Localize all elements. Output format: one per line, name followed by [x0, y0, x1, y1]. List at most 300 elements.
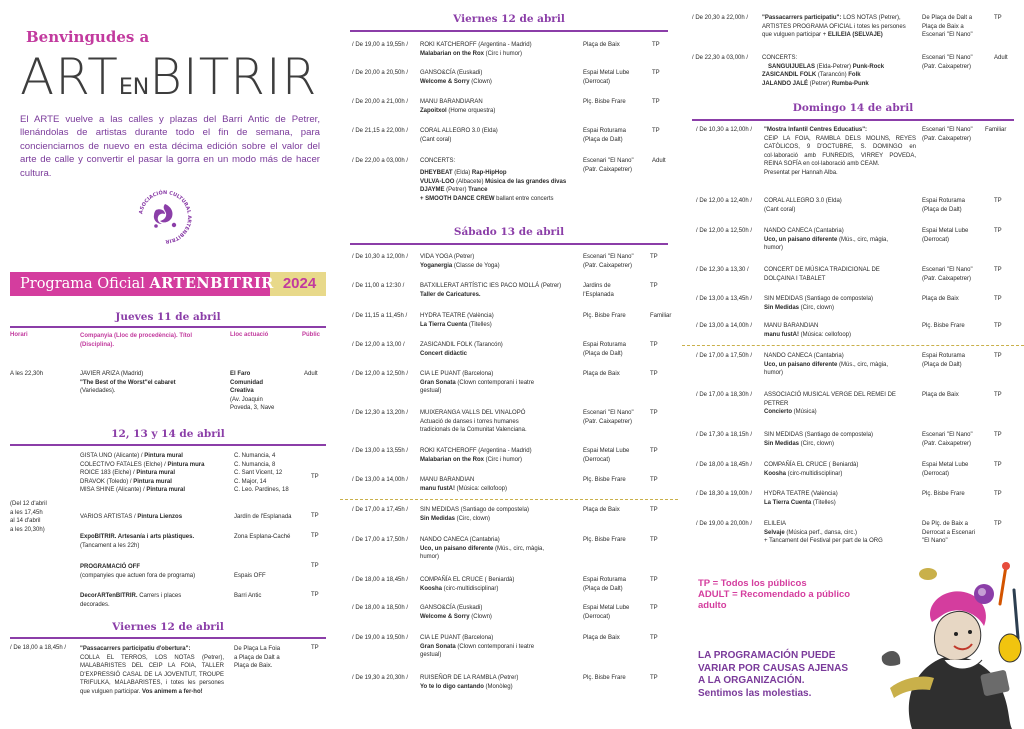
place-line: Plç. Bisbe Frare — [583, 313, 626, 319]
event-title-line — [420, 585, 590, 594]
event-discipline: (Mús., circ, màgia, — [493, 545, 545, 552]
place-line: (Derrocat) — [922, 470, 950, 477]
place-line: Plç. Bisbe Frare — [583, 99, 626, 105]
event-time: / De 18,00 a 18,50h / — [352, 605, 409, 611]
event-place — [922, 266, 973, 283]
event-place: De Plaça de Dalt a Plaça de Baix a Escenari "El Nano" — [922, 15, 973, 39]
event-public: TP — [994, 15, 1002, 21]
event-discipline: (Titelles) — [467, 321, 492, 328]
column-middle — [340, 0, 678, 729]
event-place — [583, 576, 626, 593]
event-company: GANSO&CÍA (Euskadi) — [420, 70, 483, 76]
event-public: TP — [650, 283, 658, 289]
place-line: Espai Metal Lube — [583, 448, 630, 454]
event-public: TP — [311, 645, 319, 651]
event-entry — [420, 447, 590, 464]
event-time: / De 17,00 a 17,45h / — [352, 507, 409, 513]
place-line: (Patr. Caixapetrer) — [583, 166, 633, 173]
event-place — [583, 634, 620, 643]
event-entry — [764, 431, 916, 448]
event-extra-text: gestual) — [420, 652, 442, 659]
event-public: TP — [994, 432, 1002, 438]
divider — [10, 444, 326, 446]
event-company: RUISEÑOR DE LA RAMBLA (Petrer) — [420, 675, 519, 681]
juggler-illustration-icon — [872, 556, 1024, 729]
event-title-line — [764, 529, 916, 538]
column-left — [0, 0, 336, 729]
event-entry — [764, 295, 916, 312]
event-public: TP — [311, 533, 319, 539]
event-place — [922, 431, 973, 448]
event-title: Koosha — [420, 585, 443, 592]
event-company: NANDO CANECA (Cantabria) — [420, 537, 500, 543]
event-discipline: (Circ, clown) — [455, 515, 491, 522]
event-entry — [420, 370, 590, 396]
event-decor: DecorARTenBITRIR. Carrers i places decorades. — [80, 593, 182, 608]
event-public: TP — [311, 474, 319, 480]
event-public: TP — [650, 448, 658, 454]
event-time: / De 19,00 a 19,55h / — [352, 42, 409, 48]
event-passacarrers: "Passacarrers participatiu d'obertura": COLLA EL TERROS, LOS NOTAS (Petrer), MALABARISTES DEL CEIP LA FOIA, TALLER D'EXPRESSIÓ CASAL DE LA JOVENTUT, TROUPE TRIFULKA, MALABARISTES, i totes les persones que vulguen participar. Vos animem a fer-ho! — [80, 646, 224, 695]
event-title-line — [420, 683, 590, 692]
event-time: / De 13,00 a 14,00h / — [352, 477, 409, 483]
event-title: Concierto — [764, 409, 793, 416]
event-title-line — [764, 361, 916, 370]
event-discipline: (Variedades). — [80, 388, 116, 395]
column-right — [682, 0, 1024, 729]
event-concerts: CONCERTS: SANGUIJUELAS (Elda-Petrer) Punk-Rock ZASICANDIL FOLK (Tarancón) Folk JALANDO JALÉ (Petrer) Rumba-Punk — [762, 55, 885, 87]
place-line: (Derrocat) — [583, 613, 611, 620]
event-public: TP — [652, 42, 660, 48]
event-extra — [764, 408, 916, 417]
event-entry — [420, 476, 590, 493]
event-time: / De 18,00 a 18,45h / — [696, 462, 753, 468]
event-entry — [420, 282, 590, 299]
col-head-companyia: Companyia (Lloc de procedència). Títol (Disciplina). — [80, 333, 193, 348]
event-company: CIA LE PUANT (Barcelona) — [420, 371, 494, 377]
event-time: / De 10,30 a 12,00h / — [352, 254, 409, 260]
event-company: CORAL ALLEGRO 3.0 (Elda) — [764, 198, 842, 204]
event-title-line — [764, 275, 916, 284]
place-line: (Plaça de Dalt) — [922, 361, 962, 368]
event-entry — [764, 461, 916, 478]
event-time-range: (Del 12 d'abril a les 17,45h al 14 d'abril a les 20,30h) — [10, 501, 47, 533]
event-public: TP — [652, 99, 660, 105]
event-time: / De 20,00 a 21,00h / — [352, 99, 409, 105]
event-entry — [764, 197, 916, 214]
event-title: Sin Medidas — [764, 440, 800, 447]
event-title-line — [420, 643, 590, 652]
festival-logo — [20, 46, 317, 109]
place-line: Plç. Bisbe Frare — [583, 477, 626, 483]
event-title-line — [420, 136, 590, 145]
event-public: TP — [994, 323, 1002, 329]
event-public: Familiar — [650, 313, 672, 319]
event-public: TP — [650, 254, 658, 260]
event-title: Sin Medidas — [764, 304, 800, 311]
event-time: / De 13,00 a 13,55h / — [352, 448, 409, 454]
divider — [10, 637, 326, 639]
event-title: Sin Medidas — [420, 515, 456, 522]
event-public: TP — [994, 353, 1002, 359]
event-company: SIN MEDIDAS (Santiago de compostela) — [420, 507, 530, 513]
event-time: / De 11,00 a 12:30 / — [352, 283, 405, 289]
event-time: / De 12,00 a 12,50h / — [696, 228, 753, 234]
place-line: Plç. Bisbe Frare — [583, 537, 626, 543]
event-discipline: Actuació de danses i torres humanes — [420, 418, 519, 425]
event-extra-text: tradicionals de la Comunitat Valenciana. — [420, 427, 527, 434]
event-place — [922, 352, 965, 369]
event-entry — [420, 604, 590, 621]
event-title: Selvaje — [764, 529, 785, 536]
event-time: / De 19,30 a 20,30h / — [352, 675, 409, 681]
event-time: / De 22,00 a 03,00h / — [352, 158, 409, 164]
event-public: TP — [994, 296, 1002, 302]
event-public: TP — [994, 491, 1002, 497]
place-line: Espai Roturama — [922, 353, 966, 359]
event-title: Malabarian on the Rox — [420, 50, 485, 57]
event-place — [583, 674, 626, 683]
event-place: Escenari "El Nano" (Patr. Caixapetrer) — [922, 127, 973, 142]
event-title: Zapoitxol — [420, 107, 447, 114]
event-title-line — [420, 545, 590, 554]
event-entry — [420, 341, 590, 358]
event-title: Uco, un paisano diferente — [764, 236, 838, 243]
place-line: Escenari "El Nano" — [583, 254, 634, 260]
event-discipline: DOLÇAINA I TABALET — [764, 275, 826, 282]
event-place: Espais OFF — [234, 573, 266, 579]
place-line: Plaça de Baix — [583, 42, 620, 48]
event-off: PROGRAMACIÓ OFF (companyies que actuen fora de programa) — [80, 564, 196, 579]
event-entry — [420, 312, 590, 329]
place-line: Plç. Bisbe Frare — [583, 675, 626, 681]
event-company: NANDO CANECA (Cantabria) — [764, 228, 844, 234]
event-place — [583, 447, 629, 464]
event-title: La Tierra Cuenta — [420, 321, 468, 328]
event-time: / De 12,30 a 13,20h / — [352, 410, 409, 416]
event-place — [583, 341, 626, 358]
col-head-horari: Horari — [10, 332, 28, 338]
event-time: / De 17,00 a 18,30h / — [696, 392, 753, 398]
event-extra-text: humor) — [764, 245, 784, 252]
event-passacarrers-participatiu: "Passacarrers participatiu": LOS NOTAS (Petrer), ARTISTES PROGRAMA OFICIAL i totes les persones que vulguen participar + ELILEIA (SELVAJE) — [762, 15, 906, 39]
event-place — [922, 295, 959, 304]
event-place — [922, 227, 968, 244]
event-extra — [764, 369, 916, 378]
event-title: Gran Sonata — [420, 379, 456, 386]
event-time: / De 12,00 a 12,40h / — [696, 198, 753, 204]
banner-label: Programa Oficial — [20, 276, 150, 292]
event-title-line — [420, 379, 590, 388]
event-extra — [420, 387, 590, 396]
place-line: Espai Metal Lube — [922, 228, 969, 234]
event-title: Koosha — [764, 470, 787, 477]
divider — [692, 119, 1014, 121]
event-public: TP — [650, 371, 658, 377]
event-company: HYDRA TEATRE (València) — [764, 491, 838, 497]
event-place — [922, 490, 965, 499]
event-place — [583, 127, 626, 144]
event-company: COMPAÑÍA EL CRUCE ( Beniardà) — [764, 462, 859, 468]
schedule-change-notice: LA PROGRAMACIÓN PUEDE VARIAR POR CAUSAS AJENAS A LA ORGANIZACIÓN. Sentimos las molestias. — [698, 650, 849, 699]
divider — [350, 243, 668, 245]
place-line: Plaça de Baix — [922, 392, 959, 398]
event-title-line — [420, 350, 590, 359]
event-title-line — [420, 78, 590, 87]
event-company: MANU BARANDIAN — [420, 477, 475, 483]
event-place — [583, 253, 634, 270]
event-entry — [420, 127, 590, 144]
event-place: El Faro Comunidad Creativa (Av. Joaquin Poveda, 3, Nave — [230, 371, 275, 412]
event-place: Escenari "El Nano" (Patr. Caixapetrer) — [922, 55, 973, 70]
event-company: HYDRA TEATRE (València) — [420, 313, 494, 319]
event-place — [922, 391, 959, 400]
event-public: TP — [650, 410, 658, 416]
event-company: CONCERT DE MÚSICA TRADICIONAL DE — [764, 267, 880, 273]
event-public: TP — [650, 477, 658, 483]
event-public: TP — [311, 592, 319, 598]
event-entry — [420, 634, 590, 660]
col-head-lloc: Lloc actuació — [230, 332, 269, 338]
event-time: A les 22,30h — [10, 371, 44, 377]
event-discipline: (circ-multidisciplinar) — [786, 470, 843, 477]
event-time: / De 12,00 a 13,00 / — [352, 342, 405, 348]
event-public: TP — [650, 577, 658, 583]
morning-afternoon-divider — [682, 345, 1024, 346]
event-public: TP — [650, 605, 658, 611]
event-time: / De 19,00 a 19,50h / — [352, 635, 409, 641]
event-company: NANDO CANECA (Cantabria) — [764, 353, 844, 359]
event-title-line — [420, 291, 590, 300]
welcome-heading: Benvingudes a — [26, 28, 150, 46]
event-company: SIN MEDIDAS (Santiago de compostela) — [764, 432, 874, 438]
event-title-line — [420, 50, 590, 59]
event-time: / De 22,30 a 03,00h / — [692, 55, 749, 61]
place-line: (Patr. Caixapetrer) — [583, 418, 633, 425]
event-discipline: PETRER — [764, 400, 789, 407]
svg-text:ASOCIACIÓN CULTURAL ARTENBITRI: ASOCIACIÓN CULTURAL ARTENBITRIR — [138, 189, 193, 245]
event-discipline: (Classe de Yoga) — [452, 262, 500, 269]
place-line: (Derrocat) — [922, 236, 950, 243]
event-title: Uco, un paisano diferente — [764, 361, 838, 368]
event-time: / De 13,00 a 14,00h / — [696, 323, 753, 329]
event-time: / De 17,00 a 17,50h / — [352, 537, 409, 543]
event-discipline: (Clown) — [469, 78, 492, 85]
place-line: Plç. Bisbe Frare — [922, 323, 965, 329]
event-extra — [420, 553, 590, 562]
event-discipline: (Mús., circ, màgia, — [837, 236, 889, 243]
event-discipline: (Música: cellofoop) — [799, 331, 852, 338]
event-place — [583, 370, 620, 379]
event-company: VIDA YOGA (Petrer) — [420, 254, 475, 260]
event-company: CORAL ALLEGRO 3.0 (Elda) — [420, 128, 498, 134]
place-line: (Patr. Caixapetrer) — [922, 275, 972, 282]
logo-part-en: EN — [118, 75, 150, 100]
divider — [10, 326, 326, 328]
event-murals: GISTA UNO (Alicante) / Pintura mural COLECTIVO FATALES (Elche) / Pintura mura ROICE 183 (Elche) / Pintura mural DRAVOK (Toledo) / Pintura mural MISA SHINE (Alicante) / Pintura mural — [80, 453, 205, 494]
event-place — [583, 536, 626, 545]
event-public: TP — [650, 635, 658, 641]
event-company: GANSO&CÍA (Euskadi) — [420, 605, 483, 611]
event-place — [583, 604, 629, 621]
event-public: TP — [994, 198, 1002, 204]
event-company: COMPAÑÍA EL CRUCE ( Beniardà) — [420, 577, 515, 583]
event-place — [583, 41, 620, 50]
event-title-line — [420, 613, 590, 622]
event-public: TP — [311, 513, 319, 519]
program-banner — [10, 272, 326, 296]
divider — [350, 30, 668, 32]
event-public: TP — [650, 507, 658, 513]
event-public: TP — [650, 537, 658, 543]
banner-brand: ARTENBITRIR — [149, 275, 274, 292]
event-discipline: (Circ i humor) — [484, 50, 523, 57]
event-title: Welcome & Sorry — [420, 78, 470, 85]
event-public: TP — [652, 128, 660, 134]
event-entry — [420, 674, 590, 691]
event-entry — [764, 391, 916, 417]
event-extra — [764, 244, 916, 253]
event-time: / De 20,30 a 22,00h / — [692, 15, 749, 21]
event-extra — [420, 651, 590, 660]
event-company: ZASICANDIL FOLK (Tarancón) — [420, 342, 503, 348]
event-title-line — [764, 206, 916, 215]
event-entry — [420, 536, 590, 562]
event-entry — [420, 157, 590, 166]
event-place — [922, 461, 968, 478]
event-title: Yo te lo digo cantando — [420, 683, 484, 690]
event-time: / De 18,00 a 18,45h / — [10, 645, 67, 651]
place-line: (Plaça de Dalt) — [583, 136, 623, 143]
logo-part-art: ART — [20, 48, 119, 106]
place-line: Escenari "El Nano" — [922, 267, 973, 273]
place-line: Espai Roturama — [583, 128, 627, 134]
event-place — [583, 476, 626, 485]
event-place — [922, 197, 965, 214]
event-title-line — [420, 418, 590, 427]
event-entry — [420, 253, 590, 270]
event-title: Concert didàctic — [420, 350, 468, 357]
event-discipline: (Titelles) — [811, 499, 836, 506]
event-discipline: (Mús., circ, màgia, — [837, 361, 889, 368]
event-time: / De 12,00 a 12,50h / — [352, 371, 409, 377]
morning-afternoon-divider — [340, 499, 678, 500]
event-title-line — [420, 485, 590, 494]
event-extra — [420, 426, 590, 435]
event-public: TP — [652, 70, 660, 76]
event-place — [922, 520, 975, 546]
event-public: TP — [994, 521, 1002, 527]
event-title-line — [764, 400, 916, 409]
event-place — [583, 312, 626, 321]
event-place: De Plaça La Foia a Plaça de Dalt a Plaça de Baix. — [234, 646, 281, 670]
event-discipline: (Cant coral) — [764, 206, 796, 213]
event-place — [583, 506, 620, 515]
event-title-line — [764, 470, 916, 479]
place-line: Jardins de — [583, 283, 611, 289]
day-heading-viernes: Viernes 12 de abril — [112, 621, 224, 633]
event-entry — [420, 506, 590, 523]
event-entry — [420, 576, 590, 593]
event-place — [583, 98, 626, 107]
place-line: l'Esplanada — [583, 291, 614, 298]
event-place: Zona Esplana-Caché — [234, 534, 291, 540]
event-place — [583, 69, 629, 86]
event-title: manu fustA! — [764, 331, 799, 338]
place-line: (Plaça de Dalt) — [583, 350, 623, 357]
place-line: Espai Roturama — [583, 577, 627, 583]
place-line: Espai Roturama — [583, 342, 627, 348]
event-company: CONCERTS: — [420, 158, 456, 164]
event-time: / De 19,00 a 20,00h / — [696, 521, 753, 527]
place-line: Plaça de Baix — [922, 296, 959, 302]
event-public: TP — [994, 267, 1002, 273]
event-entry — [420, 69, 590, 86]
event-entry — [764, 322, 916, 339]
event-discipline: (Circ, clown) — [799, 304, 835, 311]
event-title: Taller de Caricatures. — [420, 291, 481, 298]
place-line: (Plaça de Dalt) — [922, 206, 962, 213]
event-place: Jardín de l'Esplanada — [234, 514, 292, 520]
place-line: Espai Roturama — [922, 198, 966, 204]
event-title: "The Best of the Worst"el cabaret — [80, 379, 176, 386]
event-public: Familiar — [985, 127, 1007, 133]
event-discipline: (Música perf., dansa, circ.) — [784, 529, 858, 536]
event-public: TP — [994, 462, 1002, 468]
place-line: Plç. Bisbe Frare — [922, 491, 965, 497]
event-time: / De 10,30 a 12,00h / — [696, 127, 753, 133]
place-line: Espai Metal Lube — [922, 462, 969, 468]
place-line: "El Nano" — [922, 538, 948, 545]
event-time: / De 18,30 a 19,00h / — [696, 491, 753, 497]
event-discipline: (Monòleg) — [483, 683, 513, 690]
event-title-line — [764, 499, 916, 508]
event-public: TP — [311, 563, 319, 569]
place-line: Escenari "El Nano" — [583, 158, 634, 164]
event-title: Malabarian on the Rox — [420, 456, 485, 463]
place-line: (Derrocat) — [583, 456, 611, 463]
event-discipline: (Circ i humor) — [484, 456, 523, 463]
event-time: / De 12,30 a 13,30 / — [696, 267, 749, 273]
place-line: Espai Metal Lube — [583, 605, 630, 611]
event-public: TP — [994, 228, 1002, 234]
event-company: SIN MEDIDAS (Santiago de compostela) — [764, 296, 874, 302]
event-discipline: (Clown contemporani i teatre — [455, 643, 535, 650]
event-time: / De 13,00 a 13,45h / — [696, 296, 753, 302]
day-heading-multi: 12, 13 y 14 de abril — [111, 428, 225, 440]
event-expobitrir: ExpoBITRIR. Artesanía i arts plàstiques. (Tancament a les 22h) — [80, 534, 195, 549]
event-extra-text: gestual) — [420, 388, 442, 395]
place-line: (Patr. Caixapetrer) — [922, 440, 972, 447]
event-company: BATXILLERAT ARTÍSTIC IES PACO MOLLÁ (Petrer) — [420, 283, 562, 289]
place-line: (Plaça de Dalt) — [583, 585, 623, 592]
event-place: Barri Antic — [234, 593, 262, 599]
event-place: C. Numancia, 4 C. Numancia, 8 C. Sant Vicent, 12 C. Major, 14 C. Leo. Pardines, 18 — [234, 453, 289, 494]
event-entry — [420, 98, 590, 115]
event-entry — [764, 490, 916, 507]
event-company: ELILEIA — [764, 521, 787, 527]
event-public: Adult — [994, 55, 1008, 61]
event-title-line — [420, 262, 590, 271]
intro-paragraph: El ARTE vuelve a las calles y plazas del Barri Antic de Petrer, llenándolas de artistas durante todo el fin de semana, para concienciarnos de nuevo en esta décima edición sobre el valor del arte de calle y convertir el pasar la gorra en un modo más de hacer cultura. — [20, 114, 320, 179]
event-public: Adult — [652, 158, 666, 164]
event-title-line — [764, 304, 916, 313]
place-line: Espai Metal Lube — [583, 70, 630, 76]
event-title-line — [420, 107, 590, 116]
event-title: La Tierra Cuenta — [764, 499, 812, 506]
event-company: ROKI KATCHEROFF (Argentina - Madrid) — [420, 42, 532, 48]
event-time: / De 18,00 a 18,45h / — [352, 577, 409, 583]
